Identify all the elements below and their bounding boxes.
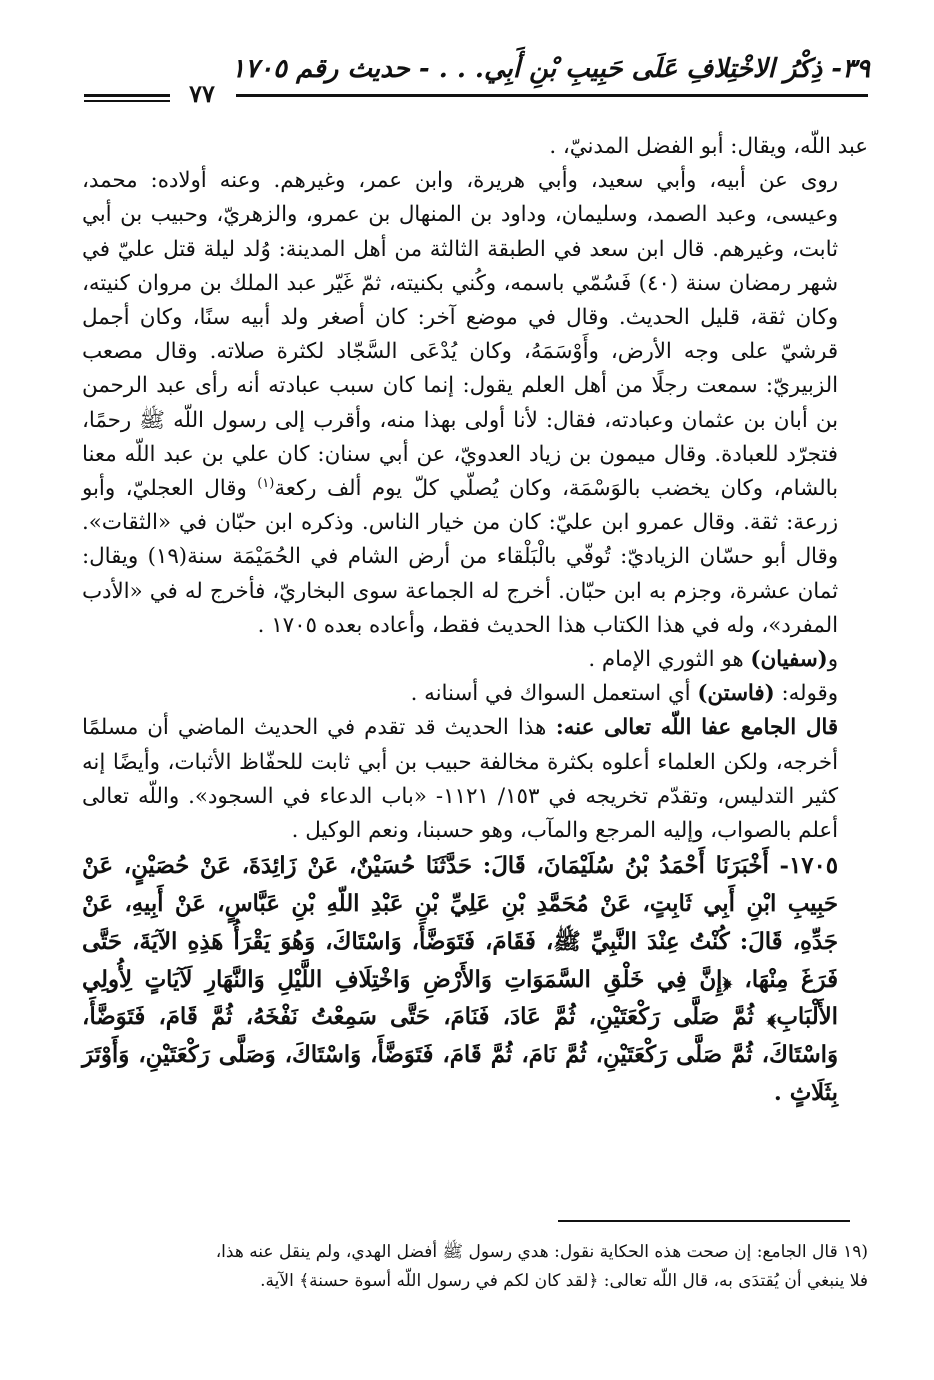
term-fastann: (فاستن) [697,681,775,707]
main-text [82,130,868,1220]
footnote-line: (١٩ قال الجامع: إن صحت هذه الحكاية نقول: هدي رسول ﷺ أفضل الهدي، ولم ينقل عنه هذا، [215,1242,868,1262]
header-rule [236,94,868,97]
label-jami: قال الجامع عفا اللّه تعالى عنه: [546,715,838,741]
paragraph-biography [82,164,868,643]
biography-text-cont: وقال العجليّ، وأبو زرعة: ثقة. وقال عمرو ابن عليّ: كان من خيار الناس. وذكره ابن حبّان في «الثقات». وقال أبو حسّان الزياديّ: تُوفّي بالْبَلْقاء من أرض الشام في الحُمَيْمَة سنة(١٩) ويقال: ثمان عشرة، وجزم به ابن حبّان. أخرج له الجماعة سوى البخاريّ، فأخرج له في «الأدب المفرد»، وله في هذا الكتاب هذا الحديث فقط، وأعاده بعده ١٧٠٥ . [82,476,838,638]
paragraph-jami: قال الجامع عفا اللّه تعالى عنه: هذا الحديث قد تقدم في الحديث الماضي أن مسلمًا أخرجه، ولكن العلماء أعلوه بكثرة مخالفة حبيب بن أبي ثابت للحفّاظ الأثبات، وأيضًا إنه كثير التدليس، وتقدّم تخريجه في ١٥٣/ ١١٢١- «باب الدعاء في السجود». واللّه تعالى أعلم بالصواب، وإليه المرجع والمآب، وهو حسبنا، ونعم الوكيل . [82,715,839,844]
biography-text: روى عن أبيه، وأبي سعيد، وأبي هريرة، وابن عمر، وغيرهم. وعنه أولاده: محمد، وعيسى، وعبد الصمد، وسليمان، وداود بن المنهال بن عمرو، والزهريّ، وحبيب بن أبي ثابت، وغيرهم. قال ابن سعد في الطبقة الثالثة من أهل المدينة: وُلد ليلة قتل عليّ في شهر رمضان سنة (٤٠) فَسُمّي باسمه، وكُني بكنيته، ثمّ غَيّر عبد الملك بن مروان كنيته، وكان ثقة، قليل الحديث. وقال في موضع آخر: كان أصغر ولد أبيه سنًا، وكان أجمل قرشيّ على وجه الأرض، وأَوْسَمَهُ، وكان يُدْعَى السَّجّاد لكثرة صلاته. وقال مصعب الزبيريّ: سمعت رجلًا من أهل العلم يقول: إنما كان سبب عبادته أنه رأى عبد الرحمن بن أبان بن عثمان وعبادته، فقال: لأنا أولى بهذا منه، وأقرب إلى رسول اللّه ﷺ رحمًا، فتجرّد للعبادة. وقال ميمون بن زياد العدويّ، عن أبي سنان: كان علي بن عبد اللّه معنا بالشام، وكان يخضب بالوَسْمَة، وكان يُصلّي كلّ يوم ألف ركعة [82,168,838,502]
term-sufyan: (سفيان) [750,647,828,673]
footnote-line: فلا ينبغي أن يُقتدَى به، قال اللّه تعالى: ﴿لقد كان لكم في رسول اللّه أسوة حسنة﴾ الآية. [260,1271,868,1291]
footnotes [82,1238,868,1296]
page-number: ٧٧ [189,79,215,108]
header-rule-left [84,94,170,97]
hadith-1705: ١٧٠٥- أَخْبَرَنَا أَحْمَدُ بْنُ سُلَيْمَانَ، قَالَ: حَدَّثَنَا حُسَيْنٌ، عَنْ زَائِدَةَ، عَنْ حُصَيْنٍ، عَنْ حَبِيبِ ابْنِ أَبِي ثَابِتٍ، عَنْ مُحَمَّدِ بْنِ عَلِيِّ بْنِ عَبْدِ اللّهِ بْنِ عَبَّاسٍ، عَنْ أَبِيهِ، عَنْ جَدِّهِ، قَالَ: كُنْتُ عِنْدَ النَّبِيِّ ﷺ، فَقَامَ، فَتَوَضَّأَ، وَاسْتَاكَ، وَهُوَ يَقْرَأُ هَذِهِ الآيَةَ، حَتَّى فَرَغَ مِنْهَا، ﴿إِنَّ فِي خَلْقِ السَّمَوَاتِ وَالأَرْضِ وَاخْتِلَافِ اللَّيْلِ وَالنَّهَارِ لَآيَاتٍ لِأُولِي الأَلْبَابِ﴾ ثُمَّ صَلَّى رَكْعَتَيْنِ، ثُمَّ عَادَ، فَنَامَ، حَتَّى سَمِعْتُ نَفْخَهُ، ثُمَّ قَامَ، فَتَوَضَّأَ، وَاسْتَاكَ، ثُمَّ صَلَّى رَكْعَتَيْنِ، ثُمَّ نَامَ، ثُمَّ قَامَ، فَتَوَضَّأَ، وَاسْتَاكَ، وَصَلَّى رَكْعَتَيْنِ، وَأَوْتَرَ بِثَلَاثٍ . [82,853,838,1107]
footnote-rule [558,1220,850,1222]
header-rule-left-double [84,100,170,102]
footnote-reference: (١) [257,475,275,491]
paragraph-fastann: وقوله: (فاستن) أي استعمل السواك في أسنانه . [410,681,838,707]
paragraph-sufyan: و(سفيان) هو الثوري الإمام . [588,647,838,673]
paragraph-continuation: عبد اللّه، ويقال: أبو الفضل المدنيّ، . [549,134,868,159]
running-header-title: ٣٩- ذِكْرُ الاخْتِلافِ عَلَى حَبِيبِ بْنِ أَبِي. . . - حديث رقم ١٧٠٥ [231,54,870,84]
